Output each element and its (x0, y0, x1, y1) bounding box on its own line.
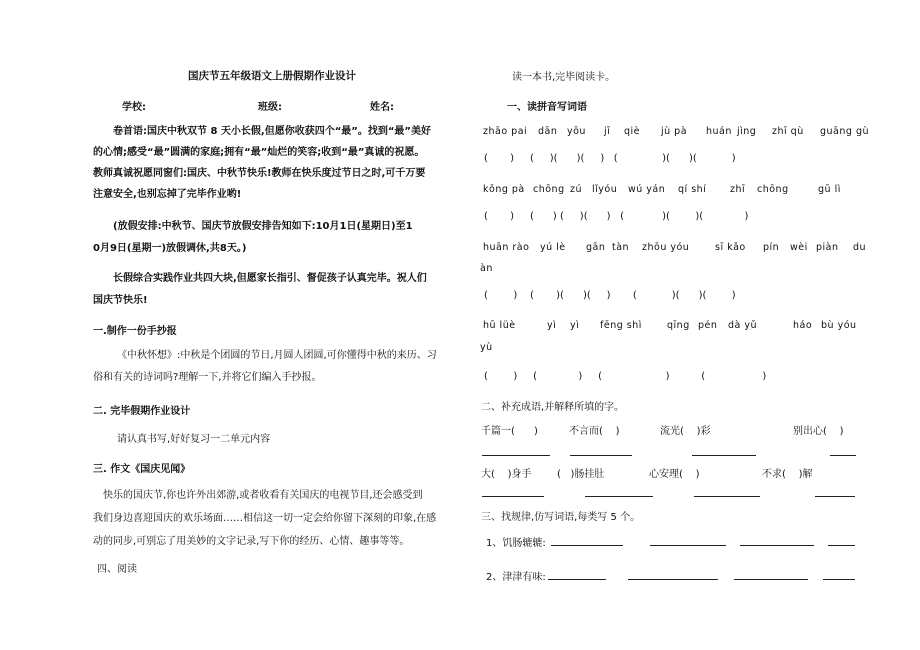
pinyin: hū lüè (483, 320, 516, 331)
answer-line[interactable] (830, 455, 856, 456)
pinyin: gū lì (818, 184, 841, 195)
idiom-6: ( )肠挂肚 (557, 469, 605, 480)
pinyin: jìng (737, 126, 757, 137)
intro-line: 的心情;感受“最”圆满的家庭;拥有“最”灿烂的笑容;收到“最”真诚的祝愿。 (93, 147, 425, 158)
class-label: 班级: (258, 102, 282, 113)
question-1-title: 一、读拼音写词语 (507, 102, 587, 113)
section-3-body (93, 484, 473, 553)
idiom-2: 不言而( ) (569, 426, 620, 437)
pinyin: zhī qù (772, 126, 804, 137)
holiday-line: 0月9日(星期一)放假调休,共8天。) (93, 243, 247, 254)
practice-paragraph (93, 268, 473, 312)
pinyin: tàn (612, 242, 630, 253)
practice-line: 国庆节快乐! (93, 295, 148, 306)
pinyin: yù (480, 342, 493, 353)
pinyin: zhāo pai (483, 126, 528, 137)
answer-line[interactable] (694, 496, 760, 497)
answer-line[interactable] (734, 579, 808, 580)
idiom-1: 千篇一( ) (481, 426, 538, 437)
pinyin: pín (763, 242, 780, 253)
q3-item-1: 1、饥肠辘辘: (486, 538, 546, 549)
pinyin: qí shí (678, 184, 707, 195)
pinyin: huán (706, 126, 732, 137)
intro-line: 注意安全,也别忘掉了完毕作业哟! (93, 189, 242, 200)
pinyin: yì (570, 320, 580, 331)
intro-paragraph (93, 121, 473, 205)
pinyin: qīng (667, 320, 690, 331)
answer-line[interactable] (628, 579, 718, 580)
pinyin: zhōu yóu (642, 242, 690, 253)
pinyin: sī kǎo (715, 242, 746, 253)
pinyin: yōu (567, 126, 586, 137)
answer-line[interactable] (815, 496, 855, 497)
pinyin: dān (538, 126, 558, 137)
pinyin: jī (604, 126, 611, 137)
answer-line[interactable] (585, 496, 653, 497)
section-1-body (93, 345, 473, 389)
section-3-title: 三. 作文《国庆见闻》 (93, 464, 191, 475)
answer-line[interactable] (482, 455, 550, 456)
page-title: 国庆节五年级语文上册假期作业设计 (188, 70, 356, 82)
pinyin: kǒng pà (483, 184, 525, 195)
answer-brackets: ( ) ( )( )( ) ( )( )( ) (484, 153, 736, 164)
section-1-line: 《中秋怀想》:中秋是个团圆的节日,月圆人团圆,可你懂得中秋的来历、习 (117, 350, 437, 361)
question-3-title: 三、找规律,仿写词语,每类写 5 个。 (481, 512, 641, 523)
pinyin: piàn (816, 242, 839, 253)
q3-item-2: 2、津津有味: (486, 572, 546, 583)
question-2-title: 二、补充成语,并解释所填的字。 (481, 402, 625, 413)
answer-brackets: ( ) ( )( )( ) ( )( )( ) (484, 290, 736, 301)
pinyin: qiè (624, 126, 641, 137)
section-4-title: 四、阅读 (97, 564, 137, 575)
pinyin: àn (480, 263, 493, 274)
pinyin: wú yán (628, 184, 666, 195)
answer-line[interactable] (482, 496, 544, 497)
pinyin: du (853, 242, 867, 253)
answer-line[interactable] (570, 455, 632, 456)
pinyin: chōng (757, 184, 789, 195)
pinyin: jù pà (661, 126, 688, 137)
intro-line: 卷首语:国庆中秋双节 8 天小长假,但愿你收获四个“最”。找到“最”美好 (113, 126, 432, 137)
pinyin: fēng shì (600, 320, 642, 331)
pinyin: yì (547, 320, 557, 331)
section-3-line: 快乐的国庆节,你也许外出郊游,或者收看有关国庆的电视节目,还会感受到 (103, 490, 423, 501)
pinyin: háo (793, 320, 813, 331)
pinyin: guāng gù (820, 126, 869, 137)
idiom-5: 大( )身手 (481, 469, 532, 480)
answer-brackets: ( ) ( ) ( )( ) ( )( )( ) (484, 211, 749, 222)
idiom-3: 流光( )彩 (660, 426, 711, 437)
idiom-7: 心安理( ) (649, 469, 700, 480)
section-2-title: 二. 完毕假期作业设计 (93, 406, 191, 417)
section-2-body: 请认真书写,好好复习一二单元内容 (117, 434, 271, 445)
practice-line: 长假综合实践作业共四大块,但愿家长指引、督促孩子认真完毕。祝人们 (113, 273, 427, 284)
school-label: 学校: (122, 102, 146, 113)
idiom-4: 别出心( ) (793, 426, 844, 437)
pinyin: wèi (790, 242, 808, 253)
pinyin: bù yóu (821, 320, 857, 331)
pinyin: chōng (533, 184, 565, 195)
name-label: 姓名: (370, 102, 394, 113)
pinyin: gān (586, 242, 606, 253)
holiday-line: (放假安排:中秋节、国庆节放假安排告知如下:10月1日(星期日)至1 (113, 221, 413, 232)
pinyin: lǐyóu (592, 184, 618, 195)
intro-line: 教师真诚祝愿同窗们:国庆、中秋节快乐!教师在快乐度过节日之时,可千万要 (93, 168, 426, 179)
idiom-8: 不求( )解 (762, 469, 813, 480)
section-1-line: 俗和有关的诗词吗?理解一下,并将它们编入手抄报。 (93, 372, 322, 383)
answer-line[interactable] (551, 545, 623, 546)
pinyin: dà yǔ (728, 320, 758, 331)
section-3-line: 我们身边喜迎国庆的欢乐场面……相信这一切一定会给你留下深刻的印象,在感 (93, 513, 437, 524)
answer-line[interactable] (740, 545, 814, 546)
pinyin: yú lè (540, 242, 566, 253)
pinyin: zú (570, 184, 583, 195)
pinyin: pén (698, 320, 718, 331)
pinyin: huān rào (483, 242, 530, 253)
answer-line[interactable] (823, 579, 855, 580)
section-3-line: 动的同步,可别忘了用美妙的文字记录,写下你的经历、心情、趣事等等。 (93, 536, 410, 547)
section-1-title: 一.制作一份手抄报 (93, 326, 177, 337)
holiday-paragraph (93, 216, 473, 260)
answer-line[interactable] (828, 545, 855, 546)
answer-brackets: ( ) ( ) ( ) ( ) (484, 371, 767, 382)
read-instruction: 读一本书,完毕阅读卡。 (512, 72, 616, 83)
pinyin: zhī (730, 184, 746, 195)
answer-line[interactable] (548, 579, 606, 580)
answer-line[interactable] (650, 545, 726, 546)
answer-line[interactable] (692, 455, 756, 456)
